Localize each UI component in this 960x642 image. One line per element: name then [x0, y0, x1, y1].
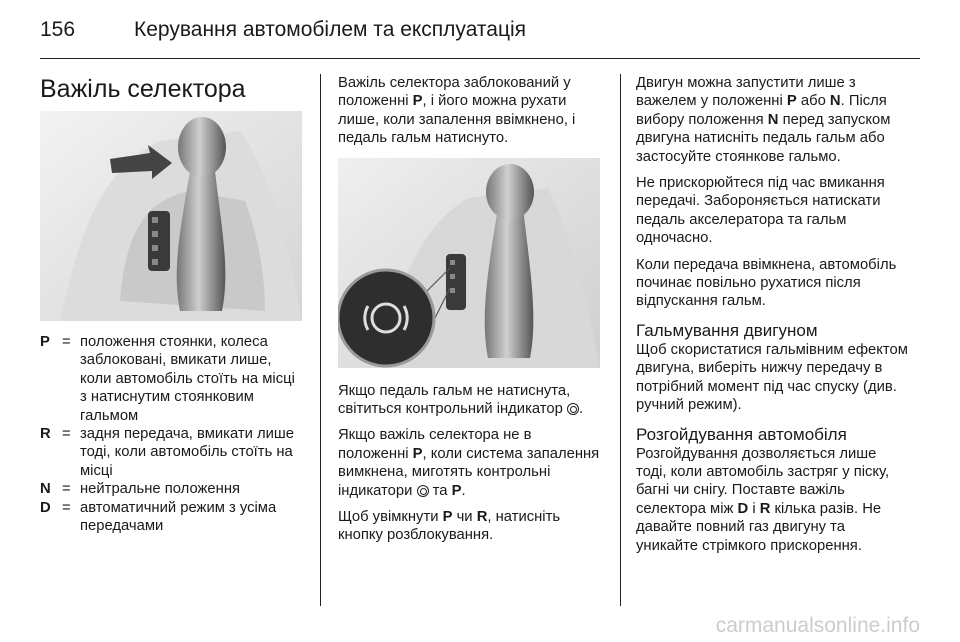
definition-key: N: [40, 481, 51, 498]
paragraph-rocking: Розгойдування дозволяється лише тоді, коли автомобіль застряг у піску, багні чи снігу. Поставте важіль селектора між D і R кілька разів. Не давайте повний газ двигуну та уникайте стрімкого прискорення.: [636, 445, 890, 554]
column-divider-1: [320, 74, 321, 606]
column-2: [338, 74, 606, 553]
definition-eq: =: [62, 334, 71, 350]
heading-rocking: Розгойдування автомобіля: [636, 424, 847, 444]
definition-text: задня передача, вмикати лише тоді, коли автомобіль стоїть на місці: [80, 426, 295, 479]
brake-indicator-icon: [417, 485, 429, 497]
brake-indicator-illustration: [338, 158, 600, 368]
brake-indicator-icon: [567, 403, 579, 415]
heading-engine-braking: Гальмування двигуном: [636, 320, 818, 340]
paragraph-creep: Коли передача ввімкнена, автомобіль починає повільно рухатися після відпускання гальм.: [636, 256, 897, 310]
definition-row: [40, 425, 302, 480]
selector-lever-photo: [40, 111, 302, 321]
paragraph-no-accelerate: Не прискорюйтеся під час вмикання передачі. Забороняється натискати педаль акселератора та гальм одночасно.: [636, 175, 885, 247]
definition-eq: =: [62, 426, 71, 443]
chapter-title: Керування автомобілем та експлуатація: [134, 18, 527, 41]
watermark: carmanualsonline.info: [715, 614, 920, 637]
definition-key: D: [40, 499, 51, 516]
paragraph-lock: Важіль селектора заблокований у положенні P, і його можна рухати лише, коли запалення ввімкнено, і педаль гальм натиснуто.: [338, 75, 576, 147]
paragraph-flashing: Якщо важіль селектора не в положенні P, коли система запалення вимкнена, миготять контрольні індикатори та P.: [338, 427, 600, 499]
definition-row: [40, 499, 302, 536]
column-1: [40, 74, 302, 535]
selector-lever-illustration: [40, 111, 302, 321]
gear-definitions: [40, 333, 302, 535]
paragraph-start: Двигун можна запустити лише з важелем у положенні P або N. Після вибору положення N перед запуском двигуна натисніть педаль гальм або застосуйте стоянкове гальмо.: [636, 75, 891, 165]
brake-indicator-photo: [338, 158, 600, 368]
definition-text: автоматичний режим з усіма передачами: [80, 499, 277, 535]
column-3: [636, 74, 908, 563]
page-number: 156: [40, 18, 76, 41]
paragraph-indicator: Якщо педаль гальм не натиснута, світиться контрольний індикатор .: [338, 382, 584, 418]
definition-key: R: [40, 426, 51, 443]
header-rule: [40, 58, 920, 59]
definition-key: P: [40, 334, 50, 350]
paragraph-engine-braking: Щоб скористатися гальмівним ефектом двигуна, виберіть нижчу передачу в потрібний момент під час спуску (див. ручний режим).: [636, 341, 908, 414]
definition-row: [40, 480, 302, 498]
column-divider-2: [620, 74, 621, 606]
definition-eq: =: [62, 499, 71, 516]
definition-text: нейтральне положення: [80, 481, 241, 498]
definition-row: [40, 333, 302, 425]
page-header: [40, 18, 920, 60]
paragraph-unlock: Щоб увімкнути P чи R, натисніть кнопку розблокування.: [338, 509, 561, 544]
definition-eq: =: [62, 481, 71, 498]
section-title: Важіль селектора: [40, 75, 246, 103]
definition-text: положення стоянки, колеса заблоковані, вмикати лише, коли автомобіль стоїть на місці з натиснутим стоянковим гальмом: [80, 334, 295, 424]
